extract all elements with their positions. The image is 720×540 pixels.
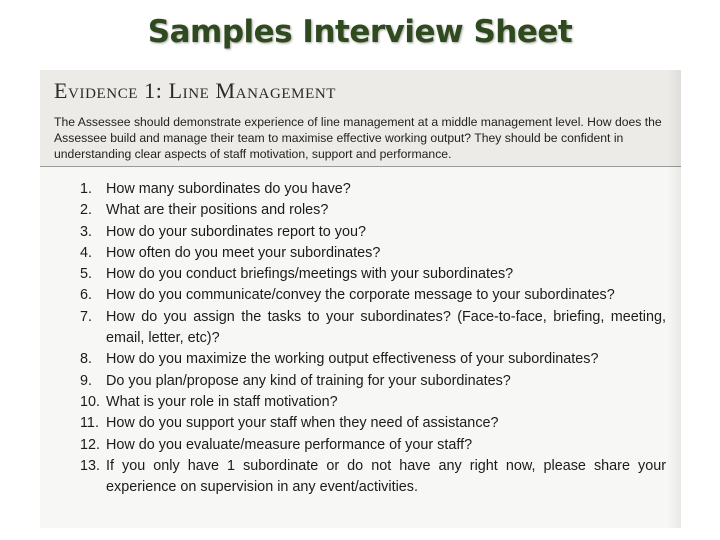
question-number: 11. (80, 415, 99, 432)
question-list (80, 179, 666, 498)
question-number: 7. (80, 308, 93, 325)
question-item (80, 200, 666, 221)
question-number: 5. (80, 266, 93, 283)
question-text: How do you conduct briefings/meetings with your subordinates? (106, 266, 514, 283)
question-text: Do you plan/propose any kind of training for your subordinates? (106, 372, 511, 389)
question-text: What is your role in staff motivation? (106, 393, 338, 410)
question-number: 10. (80, 393, 101, 410)
question-text: How do you maximize the working output effectiveness of your subordinates? (106, 351, 599, 368)
question-text: How do you evaluate/measure performance of your staff? (106, 436, 473, 453)
question-number: 4. (80, 244, 93, 261)
question-text: How do your subordinates report to you? (106, 223, 366, 240)
question-item (80, 371, 666, 392)
question-item (80, 222, 666, 243)
question-item (80, 307, 666, 350)
question-item (80, 264, 666, 285)
question-text: What are their positions and roles? (106, 202, 329, 219)
question-number: 12. (80, 436, 101, 453)
question-item (80, 243, 666, 264)
evidence-description: The Assessee should demonstrate experience of line management at a middle management level. How does the Assessee build and manage their team to maximise effective working output? They should be confident in understanding clear aspects of staff motivation, support and performance. (54, 115, 662, 161)
question-text: If you only have 1 subordinate or do not have any right now, please share your experience on supervision in any event/activities. (106, 457, 666, 496)
question-number: 6. (80, 287, 93, 304)
question-number: 3. (80, 223, 93, 240)
question-item (80, 392, 666, 413)
slide-title: Samples Interview Sheet (147, 14, 573, 50)
question-item (80, 456, 666, 499)
question-item (80, 179, 666, 200)
question-text: How many subordinates do you have? (106, 181, 351, 197)
question-item (80, 349, 666, 370)
question-number: 9. (80, 372, 93, 389)
scan-edge-shadow (667, 70, 681, 528)
question-number: 1. (80, 181, 93, 197)
question-number: 8. (80, 351, 93, 368)
question-item (80, 435, 666, 456)
evidence-title: Evidence 1: Line Management (54, 78, 337, 103)
question-number: 2. (80, 202, 93, 219)
question-text: How do you support your staff when they need of assistance? (106, 415, 499, 432)
question-item (80, 285, 666, 306)
question-text: How do you assign the tasks to your subordinates? (Face-to-face, briefing, meeting, email, letter, etc)? (106, 308, 666, 347)
question-item (80, 413, 666, 434)
question-text: How often do you meet your subordinates? (106, 244, 381, 261)
question-text: How do you communicate/convey the corporate message to your subordinates? (106, 287, 615, 304)
scanned-document (40, 70, 681, 528)
evidence-header (40, 70, 681, 167)
question-number: 13. (80, 457, 101, 474)
